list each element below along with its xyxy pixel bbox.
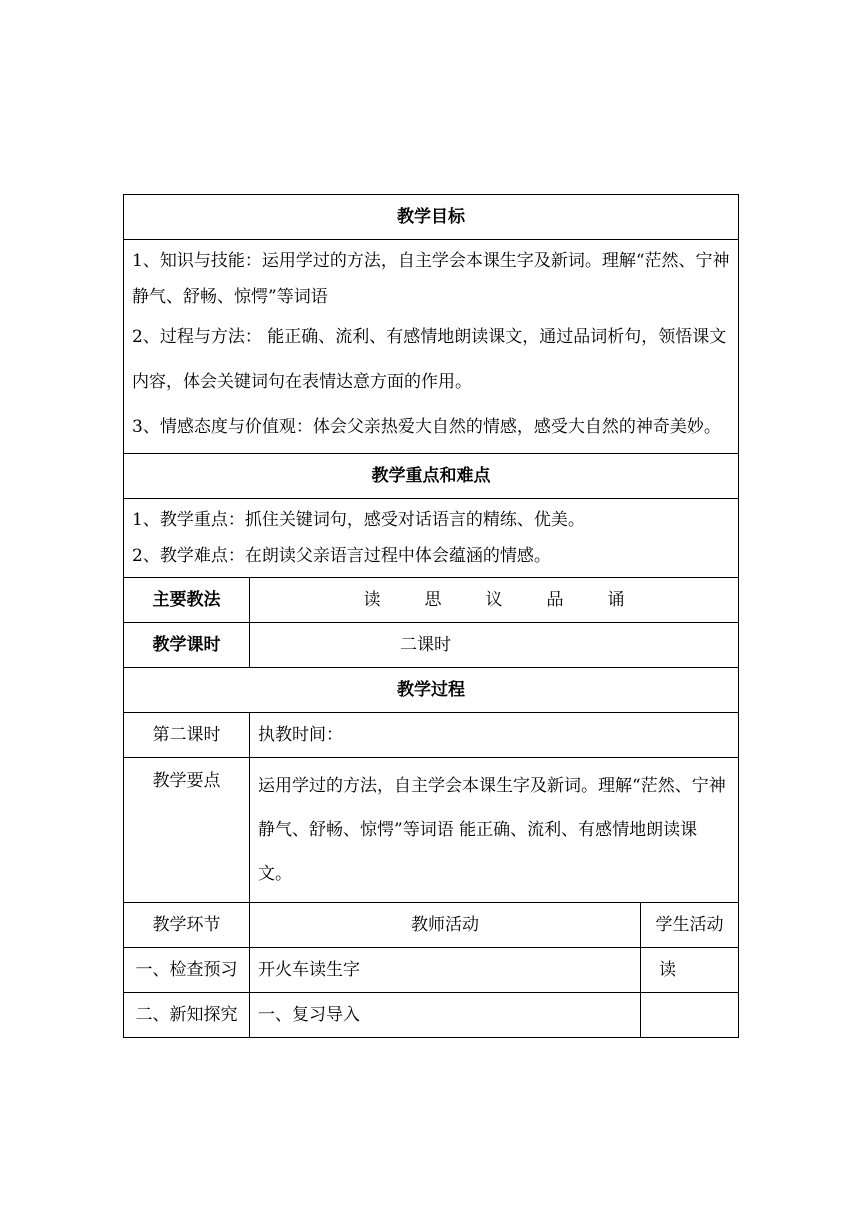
stage-cell: 二、新知探究	[124, 993, 250, 1038]
method-item: 议	[485, 590, 503, 610]
method-item: 思	[424, 590, 442, 610]
hours-label: 教学课时	[124, 623, 250, 668]
objectives-header: 教学目标	[124, 195, 739, 240]
column-header-teacher: 教师活动	[250, 903, 641, 948]
methods-values	[250, 578, 739, 623]
points-text: 运用学过的方法，自主学会本课生字及新词。理解“茫然、宁神静气、舒畅、惊愕”等词语 能正确、流利、有感情地朗读课文。	[250, 758, 739, 903]
method-item: 读	[363, 590, 381, 610]
column-header-stage: 教学环节	[124, 903, 250, 948]
key-points-content	[124, 499, 739, 578]
teacher-cell: 一、复习导入	[250, 993, 641, 1038]
table-row	[124, 993, 739, 1038]
process-header: 教学过程	[124, 668, 739, 713]
column-header-student: 学生活动	[641, 903, 739, 948]
method-item: 品	[546, 590, 564, 610]
stage-cell: 一、检查预习	[124, 948, 250, 993]
key-point-item: 1、教学重点：抓住关键词句，感受对话语言的精练、优美。	[132, 510, 585, 530]
teacher-cell: 开火车读生字	[250, 948, 641, 993]
objective-item: 1、知识与技能：运用学过的方法，自主学会本课生字及新词。理解“茫然、宁神静气、舒畅、惊愕”等词语	[132, 251, 730, 307]
objective-item: 3、情感态度与价值观：体会父亲热爱大自然的情感，感受大自然的神奇美妙。	[132, 417, 721, 437]
table-row	[124, 948, 739, 993]
methods-label: 主要教法	[124, 578, 250, 623]
objective-item: 2、过程与方法： 能正确、流利、有感情地朗读课文，通过品词析句，领悟课文内容，体会关键词句在表情达意方面的作用。	[132, 327, 727, 392]
points-label: 教学要点	[124, 758, 250, 903]
hours-value: 二课时	[250, 623, 739, 668]
lesson-label: 第二课时	[124, 713, 250, 758]
key-points-header: 教学重点和难点	[124, 454, 739, 499]
student-cell	[641, 993, 739, 1038]
objectives-content	[124, 240, 739, 454]
lesson-plan-table	[123, 194, 739, 1038]
key-point-item: 2、教学难点：在朗读父亲语言过程中体会蕴涵的情感。	[132, 546, 551, 566]
student-cell: 读	[641, 948, 739, 993]
lesson-time: 执教时间：	[250, 713, 739, 758]
method-item: 诵	[607, 590, 625, 610]
